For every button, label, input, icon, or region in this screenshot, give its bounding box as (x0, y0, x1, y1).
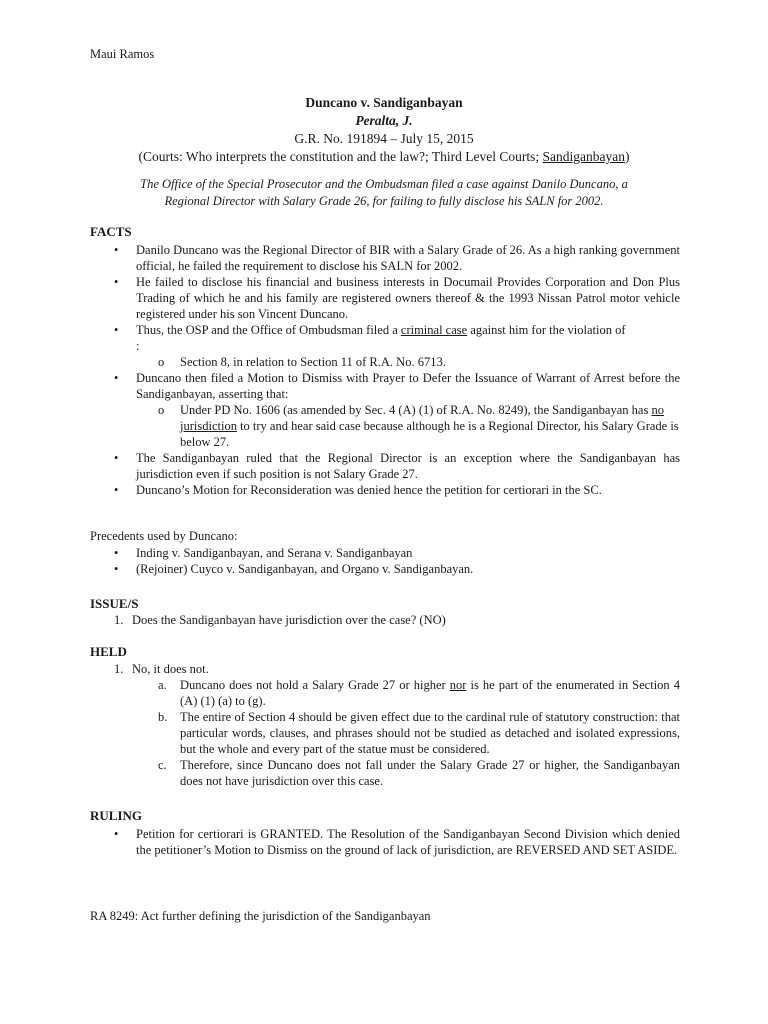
fact-4-no-jurisdiction: no jurisdiction (180, 403, 664, 433)
footer-note: RA 8249: Act further defining the jurisdiction of the Sandiganbayan (90, 909, 431, 923)
held-c-marker: c. (158, 758, 167, 772)
bullet-icon: • (114, 451, 119, 465)
topics-close: ) (625, 149, 630, 164)
issues-list (90, 612, 680, 628)
list-item (90, 370, 680, 402)
summary-line-1: The Office of the Special Prosecutor and the Ombudsman filed a case against Danilo Duncano, a (140, 177, 628, 191)
ruling-1: Petition for certiorari is GRANTED. The Resolution of the Sandiganbayan Second Division which denied the petitioner’s Motion to Dismiss on the ground of lack of jurisdiction, are REVERSED AND SET ASIDE. (136, 827, 680, 857)
sub-bullet-icon: o (158, 355, 165, 369)
summary-line-2: Regional Director with Salary Grade 26, for failing to fully disclose his SALN for 2002. (164, 194, 604, 208)
ruling-heading: RULING (90, 808, 143, 823)
list-item (90, 661, 680, 677)
facts-heading: FACTS (90, 224, 132, 239)
fact-4: Duncano then filed a Motion to Dismiss with Prayer to Defer the Issuance of Warrant of Arrest before the Sandiganbayan, asserting that: (136, 371, 680, 401)
precedents-heading: Precedents used by Duncano: (90, 529, 238, 543)
author-name: Maui Ramos (90, 47, 155, 61)
fact-3-colon: : (136, 339, 140, 353)
held-a-rest: is he part of the enumerated in Section 4 (A) (1) (a) to (g). (180, 678, 680, 708)
sub-list-item (90, 354, 680, 370)
fact-3-sub: Section 8, in relation to Section 11 of R.A. No. 6713. (180, 355, 446, 369)
sub-list-item (90, 402, 680, 450)
precedent-2: (Rejoiner) Cuyco v. Sandiganbayan, and Organo v. Sandiganbayan. (136, 562, 474, 576)
fact-3: Thus, the OSP and the Office of Ombudsman filed a (136, 323, 401, 337)
facts-list (90, 242, 680, 498)
bullet-icon: • (114, 323, 119, 337)
topics-sandiganbayan: Sandiganbayan (542, 149, 626, 164)
list-item (90, 482, 680, 498)
list-item (90, 826, 680, 858)
fact-3-criminal-case: criminal case (400, 323, 468, 337)
gr-number: G.R. No. 191894 – July 15, 2015 (294, 131, 474, 146)
case-header (0, 94, 768, 166)
issue-1: Does the Sandiganbayan have jurisdiction over the case? (NO) (132, 613, 446, 627)
held-number: 1. (114, 662, 124, 676)
held-c: Therefore, since Duncano does not fall under the Salary Grade 27 or higher, the Sandiganbayan does not have jurisdiction over this case. (180, 758, 680, 788)
held-a: Duncano does not hold a Salary Grade 27 or higher (180, 678, 450, 692)
bullet-icon: • (114, 483, 119, 497)
ruling-list (90, 826, 680, 858)
held-b-marker: b. (158, 710, 168, 724)
list-item (90, 450, 680, 482)
issues-heading: ISSUE/S (90, 596, 139, 611)
topics-text: (Courts: Who interprets the constitution and the law?; Third Level Courts; (138, 149, 543, 164)
bullet-icon: • (114, 275, 119, 289)
held-list (90, 661, 680, 789)
fact-6: Duncano’s Motion for Reconsideration was denied hence the petition for certiorari in the SC. (136, 483, 602, 497)
bullet-icon: • (114, 827, 119, 841)
fact-5: The Sandiganbayan ruled that the Regional Director is an exception where the Sandiganbayan has jurisdiction even if such position is not Salary Grade 27. (136, 451, 680, 481)
fact-3-rest: against him for the violation of (467, 323, 626, 337)
sub-list-item (90, 677, 680, 709)
bullet-icon: • (114, 371, 119, 385)
fact-2: He failed to disclose his financial and business interests in Documail Provides Corporation and Don Plus Trading of which he and his family are registered owners thereof & the 1993 Nissan Patrol motor vehicle registered under his son Vincent Duncano. (136, 275, 680, 321)
fact-1: Danilo Duncano was the Regional Director of BIR with a Salary Grade of 26. As a high ranking government official, he failed the requirement to disclose his SALN for 2002. (136, 243, 680, 273)
ponente: Peralta, J. (355, 113, 413, 128)
list-item (90, 242, 680, 274)
list-item (90, 612, 680, 628)
list-item (90, 322, 680, 354)
held-b: The entire of Section 4 should be given effect due to the cardinal rule of statutory construction: that particular words, clauses, and phrases should not be studied as detached and isolated expressions, but the whole and every part of the statue must be considered. (180, 710, 680, 756)
fact-4-sub-rest: to try and hear said case because although he is a Regional Director, his Salary Grade is below 27. (180, 419, 679, 449)
case-summary (100, 176, 668, 210)
bullet-icon: • (114, 243, 119, 257)
issue-number: 1. (114, 613, 124, 627)
bullet-icon: • (114, 546, 119, 560)
sub-list-item (90, 709, 680, 757)
sub-bullet-icon: o (158, 403, 165, 417)
held-a-marker: a. (158, 678, 167, 692)
case-title: Duncano v. Sandiganbayan (305, 95, 463, 110)
held-heading: HELD (90, 644, 127, 659)
list-item (90, 561, 680, 577)
precedent-1: Inding v. Sandiganbayan, and Serana v. Sandiganbayan (136, 546, 413, 560)
list-item (90, 545, 680, 561)
case-topics (0, 148, 768, 166)
fact-4-sub: Under PD No. 1606 (as amended by Sec. 4 (A) (1) of R.A. No. 8249), the Sandiganbayan has (180, 403, 652, 417)
list-item (90, 274, 680, 322)
held-a-nor: nor (449, 678, 467, 692)
sub-list-item (90, 757, 680, 789)
bullet-icon: • (114, 562, 119, 576)
precedents-list (90, 545, 680, 577)
held-1: No, it does not. (132, 662, 209, 676)
